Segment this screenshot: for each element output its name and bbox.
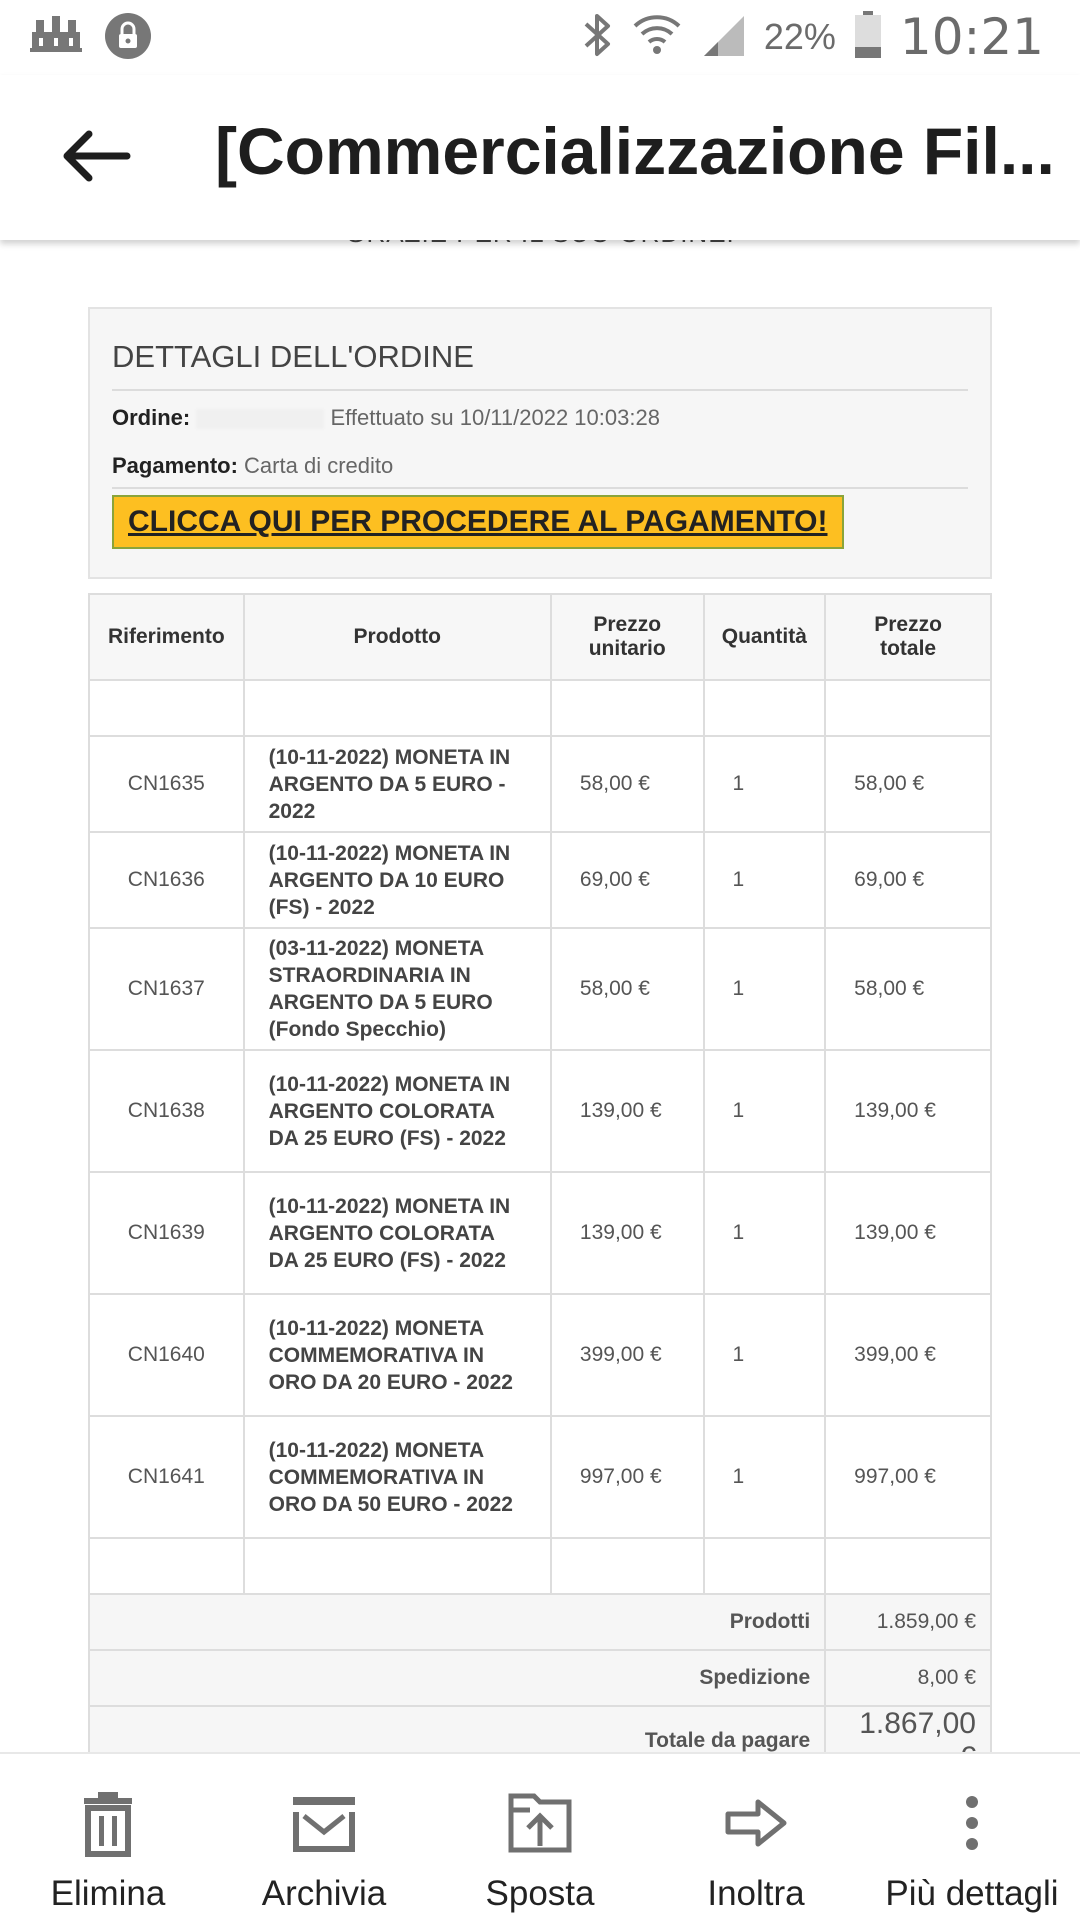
cell-ref: CN1636: [89, 832, 244, 928]
lock-icon: [104, 12, 152, 65]
cell-product: (10-11-2022) MONETA COMMEMORATIVA IN ORO DA 20 EURO - 2022: [244, 1294, 551, 1416]
order-details-panel: [88, 307, 992, 579]
clock: 10:21: [899, 8, 1044, 66]
payment-line: [112, 453, 968, 479]
cell-total-price: 399,00 €: [825, 1294, 991, 1416]
cell-unit-price: 399,00 €: [551, 1294, 704, 1416]
payment-method: Carta di credito: [244, 453, 394, 478]
divider: [112, 487, 968, 489]
cell-quantity: 1: [704, 832, 826, 928]
order-label: Ordine:: [112, 405, 191, 430]
cell-total-price: 997,00 €: [825, 1416, 991, 1538]
cell-unit-price: 997,00 €: [551, 1416, 704, 1538]
cell-quantity: 1: [704, 1416, 826, 1538]
cell-ref: CN1640: [89, 1294, 244, 1416]
more-vertical-icon: [964, 1784, 980, 1862]
cell-quantity: 1: [704, 1172, 826, 1294]
table-row: [89, 928, 991, 1050]
email-subject-title: [Commercializzazione Fil...: [215, 114, 1055, 188]
signal-icon: [700, 12, 746, 63]
archive-label: Archivia: [261, 1874, 387, 1913]
cell-unit-price: 58,00 €: [551, 928, 704, 1050]
table-row: [89, 1416, 991, 1538]
cell-product: (03-11-2022) MONETA STRAORDINARIA IN ARGENTO DA 5 EURO (Fondo Specchio): [244, 928, 551, 1050]
delete-button[interactable]: [0, 1754, 216, 1920]
cell-unit-price: 69,00 €: [551, 832, 704, 928]
cell-ref: CN1638: [89, 1050, 244, 1172]
more-details-button[interactable]: [864, 1754, 1080, 1920]
order-line: [112, 405, 968, 431]
move-icon: [506, 1784, 574, 1862]
spacer-row: [89, 680, 991, 736]
cell-product: (10-11-2022) MONETA IN ARGENTO COLORATA DA 25 EURO (FS) - 2022: [244, 1050, 551, 1172]
order-details-heading: DETTAGLI DELL'ORDINE: [112, 339, 968, 391]
cell-ref: CN1641: [89, 1416, 244, 1538]
shipping-label: Spedizione: [89, 1650, 825, 1706]
table-row: [89, 1172, 991, 1294]
redacted-order-number: [196, 409, 324, 429]
cell-total-price: 69,00 €: [825, 832, 991, 928]
cell-product: (10-11-2022) MONETA IN ARGENTO DA 5 EURO - 2022: [244, 736, 551, 832]
bluetooth-icon: [582, 12, 614, 63]
cell-product: (10-11-2022) MONETA COMMEMORATIVA IN ORO DA 50 EURO - 2022: [244, 1416, 551, 1538]
cell-ref: CN1637: [89, 928, 244, 1050]
table-row: [89, 832, 991, 928]
move-label: Sposta: [485, 1874, 595, 1913]
products-label: Prodotti: [89, 1594, 825, 1650]
summary-row-products: [89, 1594, 991, 1650]
shipping-value: 8,00 €: [825, 1650, 991, 1706]
cell-total-price: 139,00 €: [825, 1050, 991, 1172]
total-label: Totale da pagare: [89, 1706, 825, 1776]
order-items-table: [88, 593, 992, 1777]
cell-quantity: 1: [704, 928, 826, 1050]
battery-icon: [854, 11, 882, 64]
cell-total-price: 58,00 €: [825, 928, 991, 1050]
delete-label: Elimina: [50, 1874, 166, 1913]
wifi-icon: [632, 12, 682, 63]
cell-product: (10-11-2022) MONETA IN ARGENTO COLORATA DA 25 EURO (FS) - 2022: [244, 1172, 551, 1294]
header-riferimento: Riferimento: [89, 594, 244, 680]
header-prezzo-unitario: Prezzo unitario: [551, 594, 704, 680]
cell-quantity: 1: [704, 1294, 826, 1416]
cell-unit-price: 139,00 €: [551, 1172, 704, 1294]
cell-quantity: 1: [704, 1050, 826, 1172]
cell-unit-price: 58,00 €: [551, 736, 704, 832]
cell-ref: CN1639: [89, 1172, 244, 1294]
status-bar: [0, 0, 1080, 75]
battery-percentage: 22%: [763, 16, 836, 57]
bottom-action-bar: [0, 1752, 1080, 1920]
cell-unit-price: 139,00 €: [551, 1050, 704, 1172]
back-arrow-icon: [59, 128, 131, 189]
forward-icon: [724, 1784, 788, 1862]
back-button[interactable]: [50, 123, 140, 193]
castle-notification-icon: [30, 14, 82, 63]
archive-icon: [290, 1784, 358, 1862]
move-button[interactable]: [432, 1754, 648, 1920]
trash-icon: [78, 1784, 138, 1862]
proceed-to-payment-link[interactable]: CLICCA QUI PER PROCEDERE AL PAGAMENTO!: [112, 495, 844, 549]
cell-quantity: 1: [704, 736, 826, 832]
more-details-label: Più dettagli: [885, 1874, 1059, 1913]
cell-ref: CN1635: [89, 736, 244, 832]
payment-label: Pagamento:: [112, 453, 238, 478]
order-date: Effettuato su 10/11/2022 10:03:28: [330, 405, 660, 430]
app-bar: [0, 75, 1080, 240]
products-value: 1.859,00 €: [825, 1594, 991, 1650]
cell-product: (10-11-2022) MONETA IN ARGENTO DA 10 EURO (FS) - 2022: [244, 832, 551, 928]
header-quantita: Quantità: [704, 594, 826, 680]
cell-total-price: 139,00 €: [825, 1172, 991, 1294]
cell-total-price: 58,00 €: [825, 736, 991, 832]
forward-button[interactable]: [648, 1754, 864, 1920]
archive-button[interactable]: [216, 1754, 432, 1920]
forward-label: Inoltra: [707, 1874, 805, 1913]
header-prodotto: Prodotto: [244, 594, 551, 680]
table-row: [89, 736, 991, 832]
spacer-row: [89, 1538, 991, 1594]
summary-row-shipping: [89, 1650, 991, 1706]
header-prezzo-totale: Prezzo totale: [825, 594, 991, 680]
email-body[interactable]: [0, 240, 1080, 1755]
total-value: 1.867,00: [825, 1706, 991, 1776]
table-row: [89, 1294, 991, 1416]
table-row: [89, 1050, 991, 1172]
